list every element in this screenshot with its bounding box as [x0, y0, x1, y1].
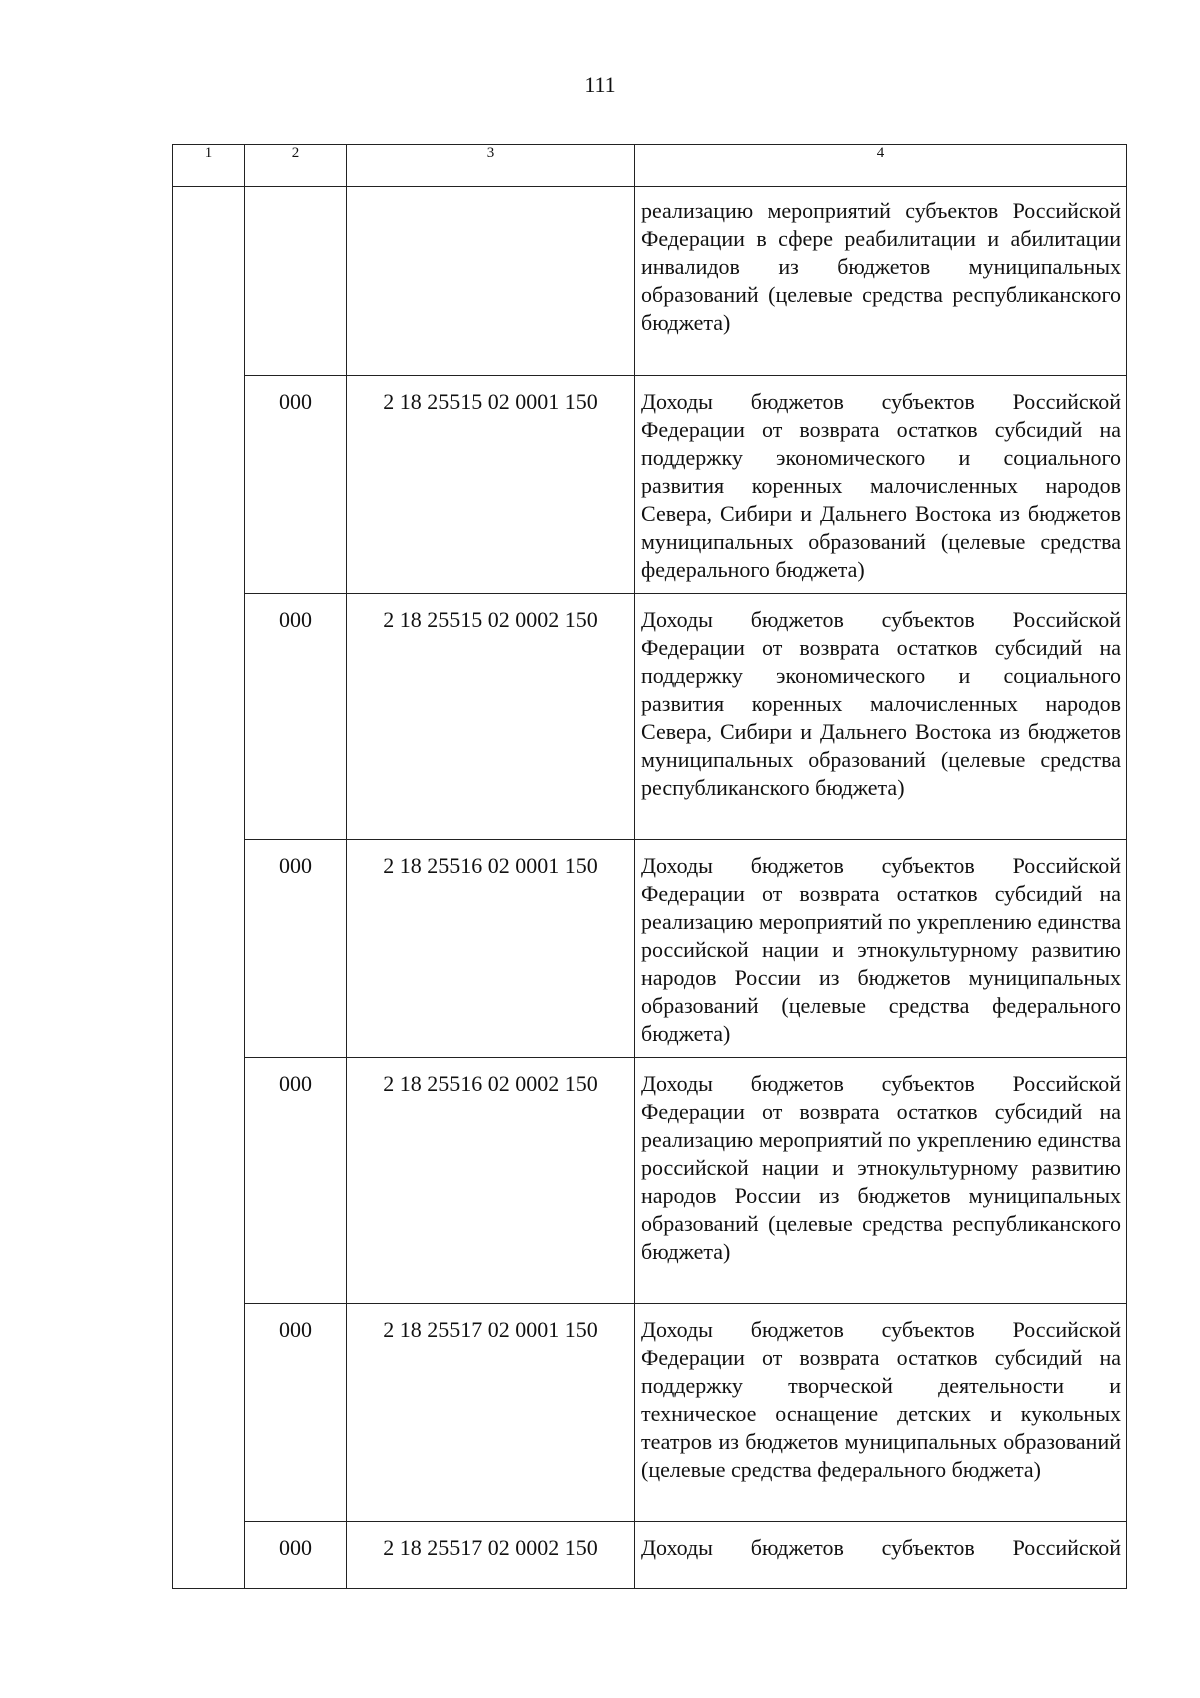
table-row	[173, 1304, 1127, 1522]
budget-classification-table	[172, 144, 1127, 1589]
admin-cell: 000	[245, 840, 347, 1058]
header-col-3: 3	[347, 145, 635, 187]
code-cell: 2 18 25516 02 0002 150	[347, 1058, 635, 1304]
code-cell: 2 18 25516 02 0001 150	[347, 840, 635, 1058]
description-cell: Доходы бюджетов субъектов Российской Федерации от возврата остатков субсидий на поддержку творческой деятельности и техническое оснащение детских и кукольных театров из бюджетов муниципальных образований (целевые средства федерального бюджета)	[635, 1304, 1127, 1522]
admin-cell: 000	[245, 1522, 347, 1589]
description-cell: Доходы бюджетов субъектов Российской Федерации от возврата остатков субсидий на реализацию мероприятий по укреплению единства российской нации и этнокультурному развитию народов России из бюджетов муниципальных образований (целевые средства республиканского бюджета)	[635, 1058, 1127, 1304]
admin-cell: 000	[245, 1304, 347, 1522]
admin-cell: 000	[245, 1058, 347, 1304]
code-cell: 2 18 25517 02 0001 150	[347, 1304, 635, 1522]
description-cell: Доходы бюджетов субъектов Российской	[635, 1522, 1127, 1589]
description-cell: Доходы бюджетов субъектов Российской Федерации от возврата остатков субсидий на поддержку экономического и социального развития коренных малочисленных народов Севера, Сибири и Дальнего Востока из бюджетов муниципальных образований (целевые средства федерального бюджета)	[635, 376, 1127, 594]
merged-col-1-cell	[173, 187, 245, 1589]
header-col-4: 4	[635, 145, 1127, 187]
code-cell: 2 18 25515 02 0001 150	[347, 376, 635, 594]
description-cell: реализацию мероприятий субъектов Российской Федерации в сфере реабилитации и абилитации инвалидов из бюджетов муниципальных образований (целевые средства республиканского бюджета)	[635, 187, 1127, 376]
description-cell: Доходы бюджетов субъектов Российской Федерации от возврата остатков субсидий на реализацию мероприятий по укреплению единства российской нации и этнокультурному развитию народов России из бюджетов муниципальных образований (целевые средства федерального бюджета)	[635, 840, 1127, 1058]
table-row	[173, 187, 1127, 376]
admin-cell: 000	[245, 376, 347, 594]
table-header-row	[173, 145, 1127, 187]
table-row	[173, 1058, 1127, 1304]
admin-cell	[245, 187, 347, 376]
code-cell	[347, 187, 635, 376]
code-cell: 2 18 25517 02 0002 150	[347, 1522, 635, 1589]
table-row	[173, 840, 1127, 1058]
table-row	[173, 1522, 1127, 1589]
header-col-2: 2	[245, 145, 347, 187]
header-col-1: 1	[173, 145, 245, 187]
description-cell: Доходы бюджетов субъектов Российской Федерации от возврата остатков субсидий на поддержку экономического и социального развития коренных малочисленных народов Севера, Сибири и Дальнего Востока из бюджетов муниципальных образований (целевые средства республиканского бюджета)	[635, 594, 1127, 840]
admin-cell: 000	[245, 594, 347, 840]
code-cell: 2 18 25515 02 0002 150	[347, 594, 635, 840]
table-row	[173, 594, 1127, 840]
table-row	[173, 376, 1127, 594]
page-number: 111	[584, 72, 616, 97]
